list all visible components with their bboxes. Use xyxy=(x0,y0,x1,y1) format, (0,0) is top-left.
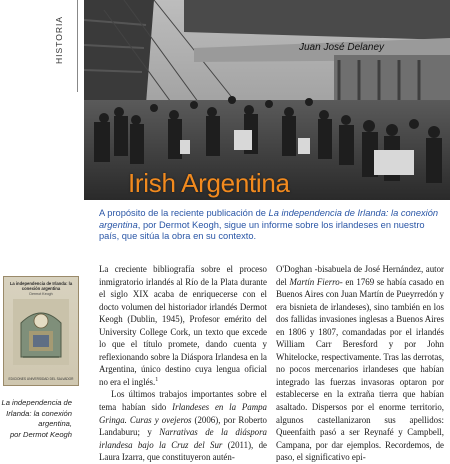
col1-book-title-1: Irlandeses en la Pampa Gringa. Curas y ovejeros xyxy=(99,402,267,425)
col1-paragraph-2e: (2011), de Laura Izarra, que constituyeron autén- xyxy=(99,439,267,463)
book-cover-image xyxy=(3,276,79,386)
article-title: Irish Argentina xyxy=(128,168,290,198)
book-cover-publisher: EDICIONES UNIVERSIDAD DEL SALVADOR xyxy=(8,377,74,381)
lead-prefix: A propósito de la reciente publicación de xyxy=(99,208,269,218)
book-cover-title: La independencia de Irlanda: la conexión argentina xyxy=(9,281,73,291)
footnote-marker: 1 xyxy=(155,376,159,383)
col1-book-title-2: Narrativas de la diáspora irlandesa bajo la Cruz del Sur xyxy=(99,427,267,450)
book-cover-illustration xyxy=(13,299,69,365)
body-column-2 xyxy=(276,263,444,464)
col2-text-c: - en 1769 se había casado en Buenos Aires con Juan Martín de Pueyrredón y era bisnieta de irlandeses), sino también en los dos fallidas invasiones inglesas a Buenos Aires en 1806 y 1807, comandadas por el irlandés William Carr Beresford y por John Whitelocke, respectivamente. Tras las derrotas, no pocos mercenarios irlandeses que habían integrado las fuerzas invasoras optaron por establecerse en la extraña tierra que habían asaltado. Dispersos por el enorme territorio, algunos castellanizaron sus apellidos: Queenfaith pasó a ser Reynafé y Campbell, Campana, por dar ejemplos. Recordemos, de paso, el significativo epi- xyxy=(276,276,445,463)
col2-book-title: Martín Fierro xyxy=(289,276,340,287)
article-lead xyxy=(99,208,439,243)
lead-suffix: , por Dermot Keogh, sigue un informe sobre los irlandeses en nuestro país, que sitúa la obra en su contexto. xyxy=(99,219,425,241)
book-caption-author: por Dermot Keogh xyxy=(9,429,72,439)
col1-paragraph-2a: Los últimos trabajos importantes sobre el tema habían sido xyxy=(99,389,268,413)
book-caption xyxy=(0,398,72,440)
book-caption-title: La independencia de Irlanda: la conexión argentina, xyxy=(1,398,72,428)
section-tab xyxy=(54,0,76,90)
col2-text-a: O'Doghan -bisabuela de José Hernández, autor del xyxy=(276,264,444,287)
col1-paragraph-1: La creciente bibliografía sobre el proceso inmigratorio irlandés al Río de la Plata durante el siglo XIX acaba de enriquecerse con el docto volumen del historiador irlandés Dermot Keogh (Dublin, 1945), Profesor emérito del University College Cork, un texto que excede lo que el título promete, dando cuenta y reflexionando sobre la Diáspora Irlandesa en la Argentina, único destino cuya lengua oficial no era el inglés. xyxy=(99,264,267,387)
section-divider xyxy=(77,0,78,92)
col1-paragraph-2c: (2006), por Roberto Landaburu; y xyxy=(99,414,267,438)
left-sidebar xyxy=(0,0,84,450)
author-byline: Juan José Delaney xyxy=(299,42,385,53)
lead-book-title: La independencia de Irlanda: la conexión argentina xyxy=(99,208,439,230)
body-column-1 xyxy=(99,263,267,464)
section-label: HISTORIA xyxy=(54,16,64,64)
book-cover-author: Dermot Keogh xyxy=(29,292,53,296)
